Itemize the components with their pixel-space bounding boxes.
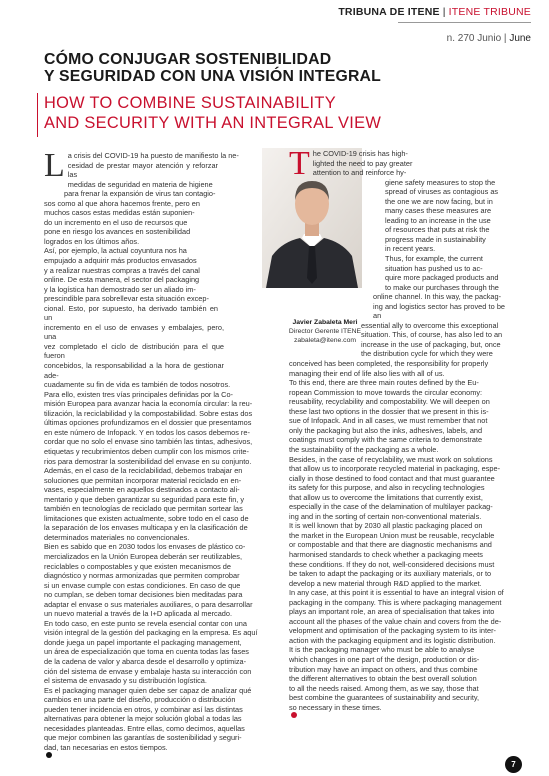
body-line: especially in the case of the delamination of multilayer packag-	[289, 502, 493, 512]
body-line: online channel. In this way, the packag-	[373, 292, 502, 302]
body-line: these last two options in the dossier that we present in this is-	[289, 406, 489, 416]
body-line: of resources that puts at risk the	[385, 225, 490, 235]
body-line: Es el packaging manager quien debe ser capaz de analizar qué	[44, 685, 252, 695]
body-line: sos como al que ahora hacemos frente, pero en	[44, 198, 200, 208]
body-line: también en tecnologías de reciclado que permitan sortear las	[44, 504, 243, 514]
body-line: Thus, for example, the current	[385, 254, 483, 264]
body-line: tilización, la reciclabilidad y la compostabilidad. Sobre estas dos	[44, 408, 253, 418]
body-line: develop a new material through R&D applied to the market.	[289, 578, 482, 588]
body-line: ción del sistema de envase y embalaje hasta su interacción con	[44, 666, 252, 676]
body-line: y a realizar nuestras compras a través del canal	[44, 265, 200, 275]
title-spanish	[44, 51, 381, 85]
body-line: muchos casos estas medidas están suponien-	[44, 208, 195, 218]
end-mark-icon	[291, 712, 297, 718]
body-line: vez completado el ciclo de distribución para el que fueron	[44, 341, 224, 361]
body-line: velopment and optimisation of the packaging system to its inter-	[289, 626, 496, 636]
body-line: It is well known that by 2030 all plastic packaging placed on	[289, 521, 483, 531]
body-line: to make our purchases through the	[385, 282, 499, 292]
body-line: cional. Esto, por supuesto, ha derivado también en un	[44, 303, 218, 323]
body-line: so necessary in these times.	[289, 703, 505, 719]
body-line: ing and logistics sector has proved to be an	[373, 301, 505, 321]
drop-cap-en: T	[289, 145, 310, 182]
body-line: reusability, recyclability and compostability. We will deepen on	[289, 397, 490, 407]
body-line: conceived has been completed, the responsibility for properly	[289, 359, 489, 369]
body-line: Así, por ejemplo, la actual coyuntura nos ha	[44, 246, 187, 256]
body-line: en este número de Infopack. Y en todos los casos debemos re-	[44, 427, 250, 437]
body-line: últimas opciones profundizamos en el dossier que presentamos	[44, 418, 252, 428]
body-line: pueden tener incidencia en otros, y combinar así las distintas	[44, 704, 243, 714]
body-line: the different alternatives to obtain the best overall solution	[289, 674, 477, 684]
body-line: which changes in one part of the design, production or dis-	[289, 654, 480, 664]
body-line: concebidos, la responsabilidad a la hora de gestionar ade-	[44, 361, 224, 380]
body-line: progress made in sustainability	[385, 234, 486, 244]
body-line: that allow us to incorporate recycled material in packaging, espe-	[289, 464, 501, 474]
body-line: ropean Commission to move towards the circular economy:	[289, 387, 483, 397]
header-rule	[398, 22, 531, 23]
body-line: cesidad de prestar mayor atención y reforzar las	[67, 160, 218, 180]
body-line: action with the packaging equipment and its logistic distribution.	[289, 635, 496, 645]
body-line: plays an important role, an area of specialisation that takes into	[289, 607, 495, 617]
body-line: attention to and reinforce hy-	[312, 168, 407, 178]
body-line: It is the packaging manager who must be able to analyse	[289, 645, 475, 655]
body-line: the market in the European Union must be reusable, recyclable	[289, 530, 495, 540]
body-line: adaptar el envase o sus materiales auxiliares, o para desarrollar	[44, 599, 253, 609]
body-line: misión Europea para avanzar hacia la economía circular: la reu-	[44, 399, 253, 409]
end-mark-icon	[46, 752, 52, 758]
body-line: un nuevo material a través de la I+D aplicada al mercado.	[44, 609, 232, 619]
publication-name-es: TRIBUNA DE ITENE	[338, 6, 440, 18]
issue-month-es: Junio	[477, 33, 502, 44]
body-line: Para ello, existen tres vías principales definidas por la Co-	[44, 389, 233, 399]
body-line: diagnóstico y normas armonizadas que permiten comprobar	[44, 571, 240, 581]
body-line: cordar que no solo el envase sino también las tintas, adhesivos,	[44, 437, 253, 447]
body-line: sue of Infopack. And in all cases, we must remember that not	[289, 416, 488, 426]
body-line: packaging in the company. This is where packaging management	[289, 597, 502, 607]
body-line: cambios en una parte del diseño, producción o distribución	[44, 695, 236, 705]
body-line: situation has pushed us to ac-	[385, 263, 483, 273]
caption-name: Javier Zabaleta Meri	[292, 319, 358, 326]
body-line: be taken to adapt the packaging or its auxiliary materials, or to	[289, 569, 492, 579]
body-line: el sistema de envasado y su distribución logística.	[44, 676, 207, 686]
body-line: In any case, at this point it is essential to have an integral vision of	[289, 588, 504, 598]
body-line: quire more packaged products and	[385, 273, 499, 283]
issue-month-en: June	[509, 33, 531, 44]
body-line: increase in the use of packaging, but, once	[361, 339, 501, 349]
body-line: the sustainability of the packaging as a whole.	[289, 444, 439, 454]
body-line: Bien es sabido que en 2030 todos los envases de plástico co-	[44, 542, 246, 552]
body-line: donde juega un papel importante el packaging management,	[44, 637, 242, 647]
body-line: un área de especialización que toma en cuenta todas las fases	[44, 647, 249, 657]
body-line: no cumplan, se deben tomar decisiones bien meditadas para	[44, 590, 243, 600]
body-line: mercializados en la Unión Europea deberán ser reutilizables,	[44, 551, 242, 561]
body-line: necesidades planteadas. Entre ellas, como decimos, aquellas	[44, 723, 245, 733]
body-line: reciclables o compostables y que existen mecanismos de	[44, 561, 231, 571]
body-line: to all the needs raised. Among them, as we say, those that	[289, 683, 479, 693]
running-header	[338, 6, 531, 18]
body-line: soluciones que permitan incorporar material reciclado en en-	[44, 475, 242, 485]
body-line: that allow us to overcome the limitations that currently exist,	[289, 492, 483, 502]
body-line: or compostable and that there are diagnostic mechanisms and	[289, 540, 492, 550]
body-line: these conditions. If they do not, well-considered decisions must	[289, 559, 495, 569]
body-line: alternativas para obtener la mejor solución global a todas las	[44, 714, 242, 724]
body-line: account all the phases of the value chain and covers from the de-	[289, 616, 502, 626]
body-line: coatings must comply with the same criteria to demonstrate	[289, 435, 483, 445]
publication-name-en: ITENE TRIBUNE	[448, 6, 531, 18]
body-line: only the packaging but also the inks, adhesives, labels, and	[289, 425, 483, 435]
body-line: mentario y que deben garantizar su seguridad para este fin, y	[44, 494, 245, 504]
body-line: do un incremento en el uso de recursos que	[44, 217, 188, 227]
body-line: de la cadena de valor y abarca desde el desarrollo y optimiza-	[44, 656, 247, 666]
body-line: cially in those destined to food contact and that must guarantee	[289, 473, 495, 483]
body-line: En todo caso, en este punto se revela esencial contar con una	[44, 618, 247, 628]
body-line: la separación de los envases multicapa y en la clasificación de	[44, 523, 248, 533]
body-line: giene safety measures to stop the	[385, 177, 496, 187]
title-english	[44, 93, 381, 133]
body-es-first-line: a crisis del COVID-19 ha puesto de manifiesto la ne-	[67, 151, 239, 160]
body-line: tribution may have an impact on others, and thus combine	[289, 664, 478, 674]
caption-role: Director Gerente ITENE	[288, 328, 362, 335]
body-line: Besides, in the case of recyclability, we must work on solutions	[289, 454, 493, 464]
body-line: limitaciones que existen actualmente, sobre todo en el caso de	[44, 513, 249, 523]
header-separator: |	[442, 6, 446, 18]
title-en-line: AND SECURITY WITH AN INTEGRAL VIEW	[44, 114, 382, 132]
body-line: que mejor combinen las garantías de sostenibilidad y seguri-	[44, 733, 242, 743]
body-line: best combine the guarantees of sustainability and security,	[289, 693, 480, 703]
body-line: dad, tan necesarias en estos tiempos.	[44, 743, 286, 759]
issue-info	[447, 33, 531, 44]
title-es-line: CÓMO CONJUGAR SOSTENIBILIDAD	[44, 51, 332, 68]
title-accent-bar	[37, 93, 38, 137]
body-line: leading to an increase in the use	[385, 215, 491, 225]
body-line: its safety for this purpose, and also in recycling technologies	[289, 483, 485, 493]
body-line: the one we are now facing, but in	[385, 196, 493, 206]
body-spanish	[44, 147, 286, 758]
body-line: cuadamente su fin de vida es también de todos nosotros.	[44, 380, 231, 390]
body-line: medidas de seguridad en materia de higiene	[67, 179, 213, 189]
body-line: To this end, there are three main routes defined by the Eu-	[289, 378, 479, 388]
body-en-first-line: he COVID-19 crisis has high-	[312, 149, 408, 158]
body-line: etiquetas y recubrimientos deben cumplir con los mismos crite-	[44, 446, 249, 456]
body-line: visión integral de la gestión del packaging en la empresa. Es aquí	[44, 628, 258, 638]
body-line: in recent years.	[385, 244, 436, 254]
body-english	[289, 145, 505, 718]
body-line: spread of viruses as contagious as	[385, 187, 499, 197]
body-line: online. De esta manera, el sector del packaging	[44, 275, 200, 285]
body-line: essential ally to overcome this exceptional	[361, 320, 499, 330]
body-line: Además, en el caso de la reciclabilidad, debemos trabajar en	[44, 466, 243, 476]
body-line: incremento en el uso de envases y embalajes, pero, una	[44, 322, 224, 342]
title-es-line: Y SEGURIDAD CON UNA VISIÓN INTEGRAL	[44, 68, 382, 85]
body-line: the distribution cycle for which they were	[361, 349, 493, 359]
body-line: prescindible para sobrellevar esta situación excep-	[44, 294, 209, 304]
body-line: rios para demostrar la sostenibilidad del envase en su conjunto.	[44, 456, 252, 466]
body-line: managing their end of life also lies with all of us.	[289, 368, 445, 378]
body-line: vases, especialmente en aquellos destinados a contacto ali-	[44, 485, 240, 495]
body-line: logrados en los últimos años.	[44, 236, 140, 246]
caption-email: zabaleta@itene.com	[293, 337, 357, 344]
body-line: lighted the need to pay greater	[312, 158, 413, 168]
body-line: si un envase cumple con estas condiciones. En caso de que	[44, 580, 241, 590]
body-line: determinados materiales no convencionales.	[44, 532, 190, 542]
body-line: pone en riesgo los avances en sostenibilidad	[44, 227, 191, 237]
body-line: many cases these measures are	[385, 206, 492, 216]
body-line: y la logística han demostrado ser un aliado im-	[44, 284, 196, 294]
issue-separator: |	[503, 33, 507, 44]
title-en-line: HOW TO COMBINE SUSTAINABILITY	[44, 94, 336, 112]
body-line: empujado a adquirir más productos envasados	[44, 256, 197, 266]
drop-cap-es: L	[44, 147, 65, 184]
body-line: para frenar la expansión de virus tan contagio-	[64, 189, 216, 199]
body-line: ing and in the sorting of certain non-conventional materials.	[289, 511, 482, 521]
page-number: 7	[505, 756, 522, 773]
issue-number: n. 270	[446, 33, 475, 44]
body-line: situation. This, of course, has also led to an	[361, 330, 503, 340]
body-line: harmonised standards to check whether a packaging meets	[289, 549, 483, 559]
